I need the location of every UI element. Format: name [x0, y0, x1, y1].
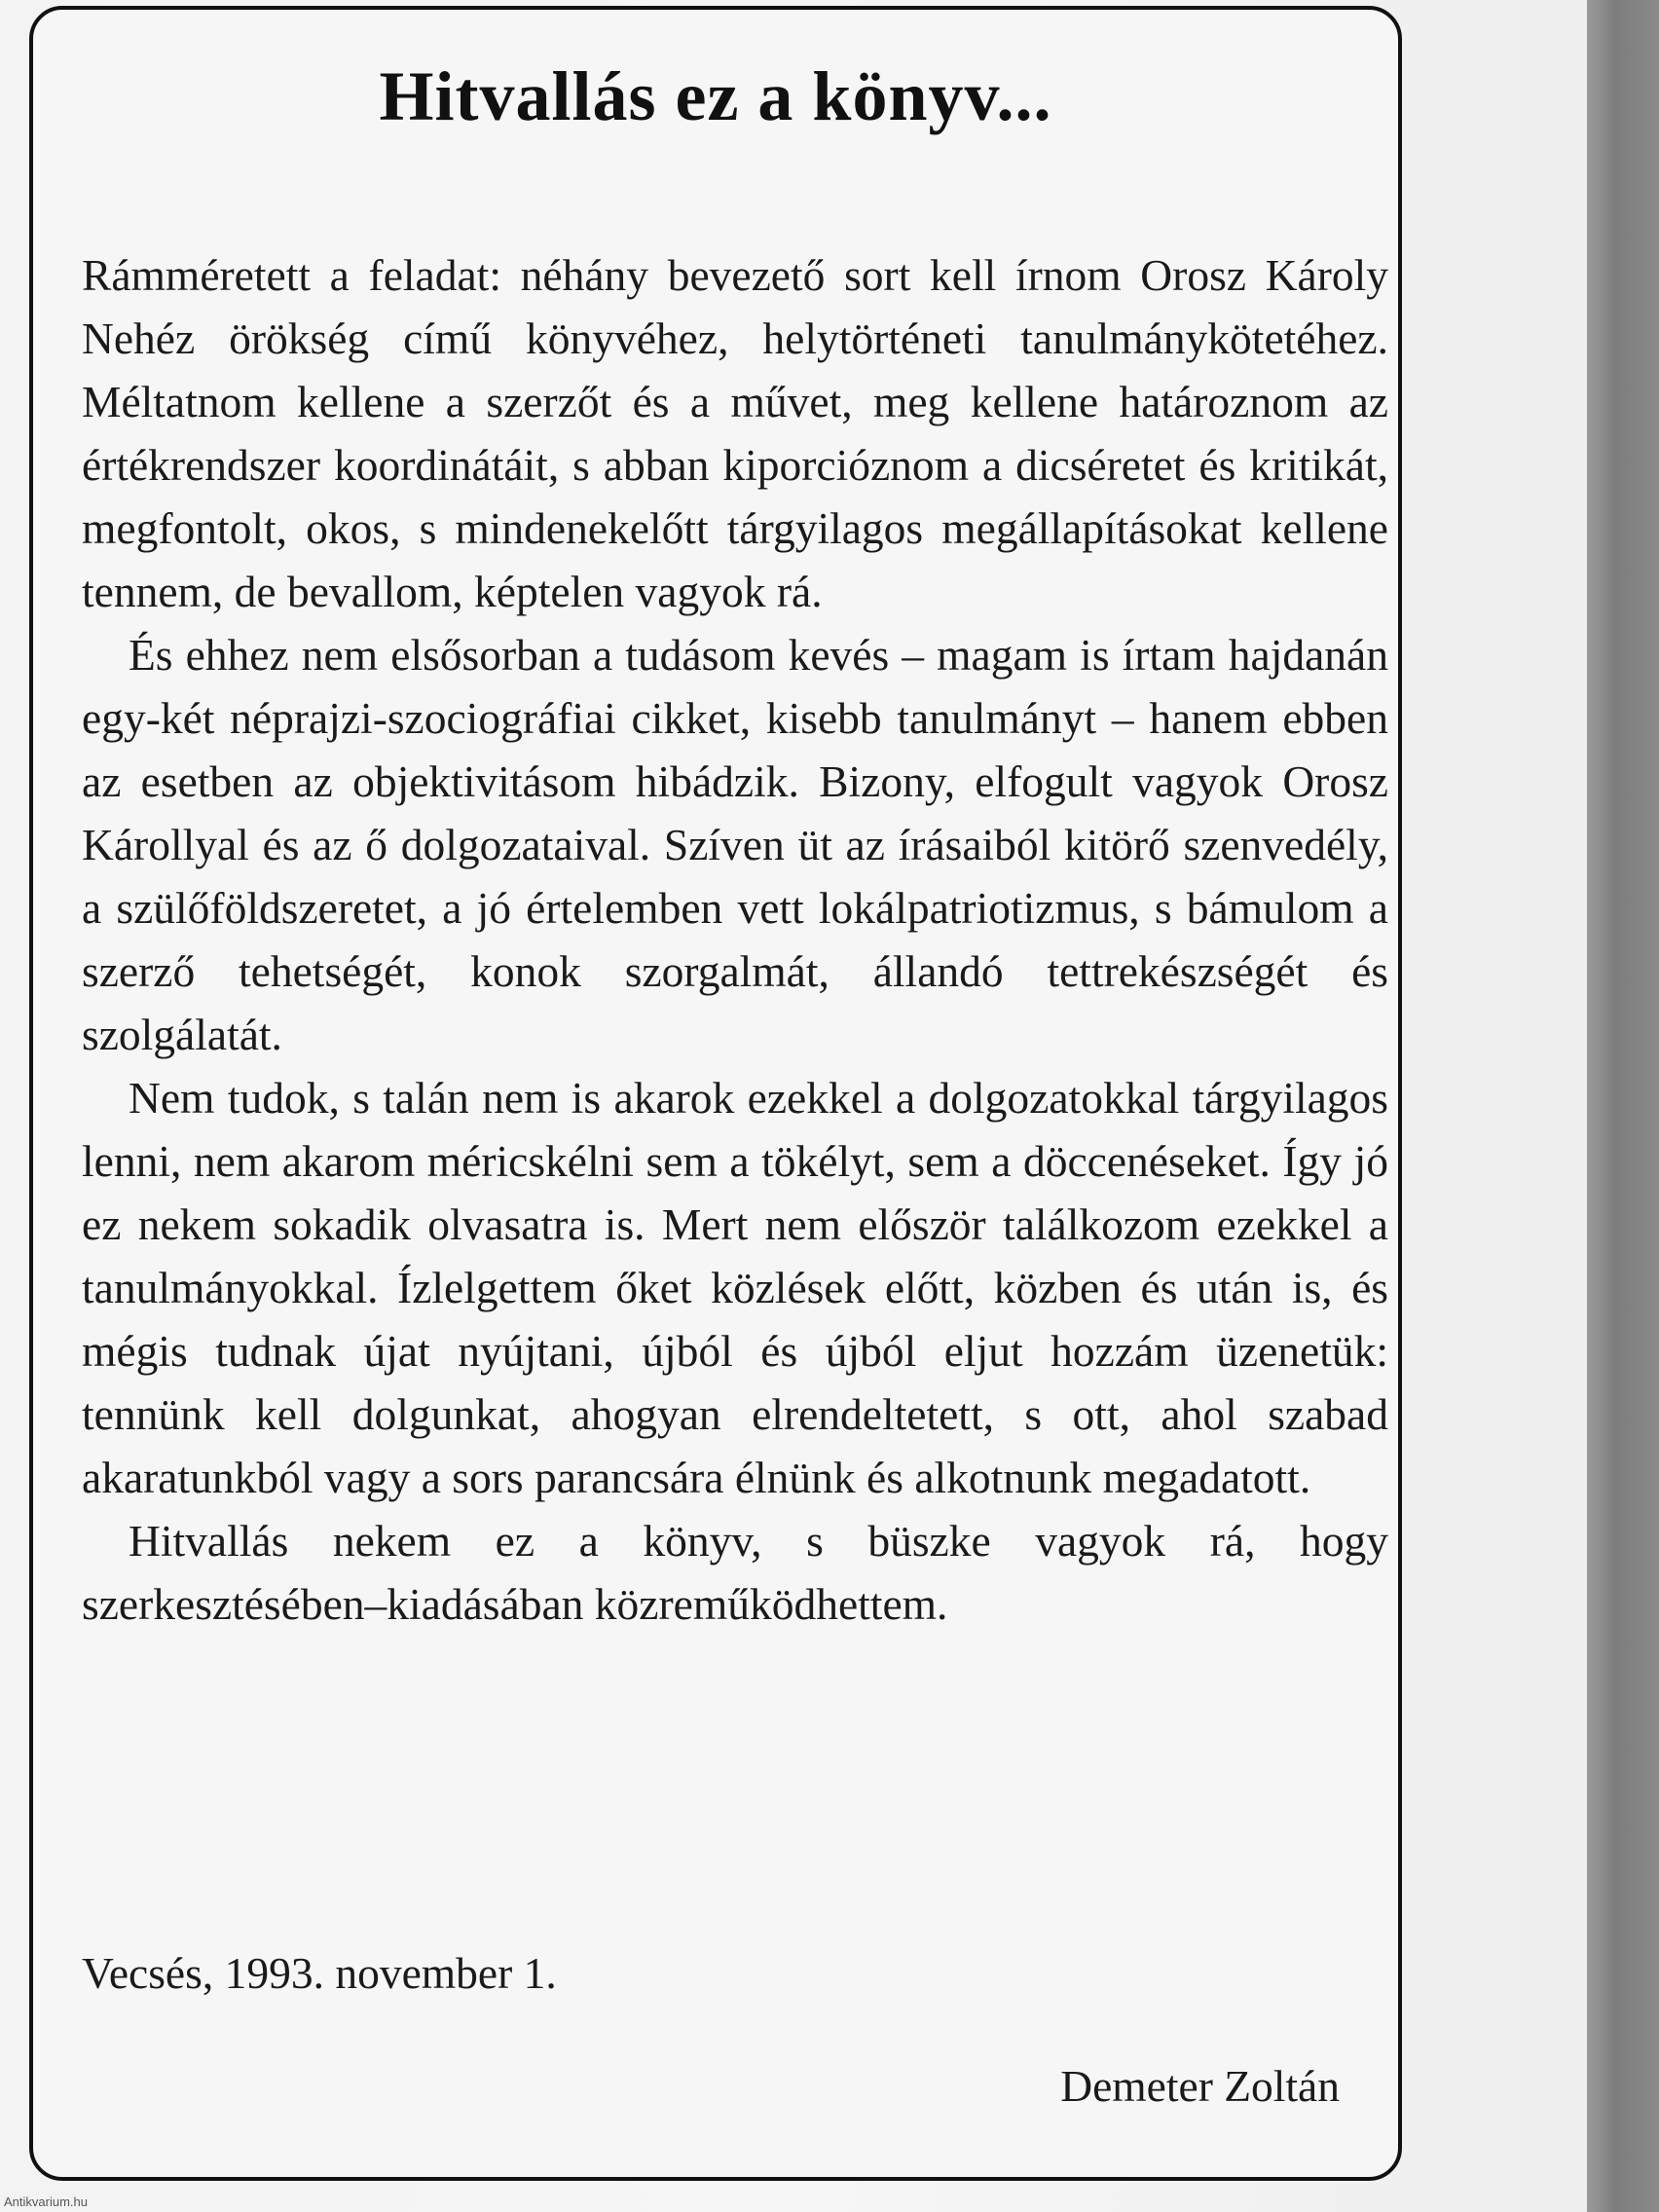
paragraph-4: Hitvallás nekem ez a könyv, s büszke vagyok rá, hogy szerkesztésében–kiadásában közreműködhettem. — [82, 1516, 1388, 1629]
text-frame — [29, 6, 1402, 2181]
paragraph-3: Nem tudok, s talán nem is akarok ezekkel a dolgozatokkal tárgyilagos lenni, nem akarom méricskélni sem a tökélyt, sem a döccenéseket. Így jó ez nekem sokadik olvasatra is. Mert nem először találkozom ezekkel a tanulmányokkal. Ízlelgettem őket közlések előtt, közben és után is, és mégis tudnak újat nyújtani, újból és újból eljut hozzám üzenetük: tennünk kell dolgunkat, ahogyan elrendeltetett, s ott, ahol szabad akaratunkból vagy a sors parancsára élnünk és alkotnunk megadatott. — [82, 1073, 1388, 1502]
author-signature: Demeter Zoltán — [1060, 2061, 1340, 2111]
paragraph-2: És ehhez nem elsősorban a tudásom kevés – magam is írtam hajdanán egy-két néprajzi-szociográfiai cikket, kisebb tanulmányt – hanem ebben az esetben az objektivitásom hibádzik. Bizony, elfogult vagyok Orosz Károllyal és az ő dolgozataival. Szíven üt az írásaiból kitörő szenvedély, a szülőföldszeretet, a jó értelemben vett lokálpatriotizmus, s bámulom a szerző tehetségét, konok szorgalmát, állandó tettrekészségét és szolgálatát. — [82, 630, 1388, 1059]
body-text — [82, 243, 1388, 1636]
place-date: Vecsés, 1993. november 1. — [82, 1948, 557, 1998]
watermark: Antikvarium.hu — [4, 2194, 88, 2209]
page-edge-shadow — [1587, 0, 1659, 2212]
page-title: Hitvallás ez a könyv... — [379, 57, 1052, 135]
paragraph-1: Rámméretett a feladat: néhány bevezető sort kell írnom Orosz Károly Nehéz örökség című könyvéhez, helytörténeti tanulmánykötetéhez. Méltatnom kellene a szerzőt és a művet, meg kellene határoznom az értékrendszer koordinátáit, s abban kiporcióznom a dicséretet és kritikát, megfontolt, okos, s mindenekelőtt tárgyilagos megállapításokat kellene tennem, de bevallom, képtelen vagyok rá. — [82, 250, 1388, 616]
